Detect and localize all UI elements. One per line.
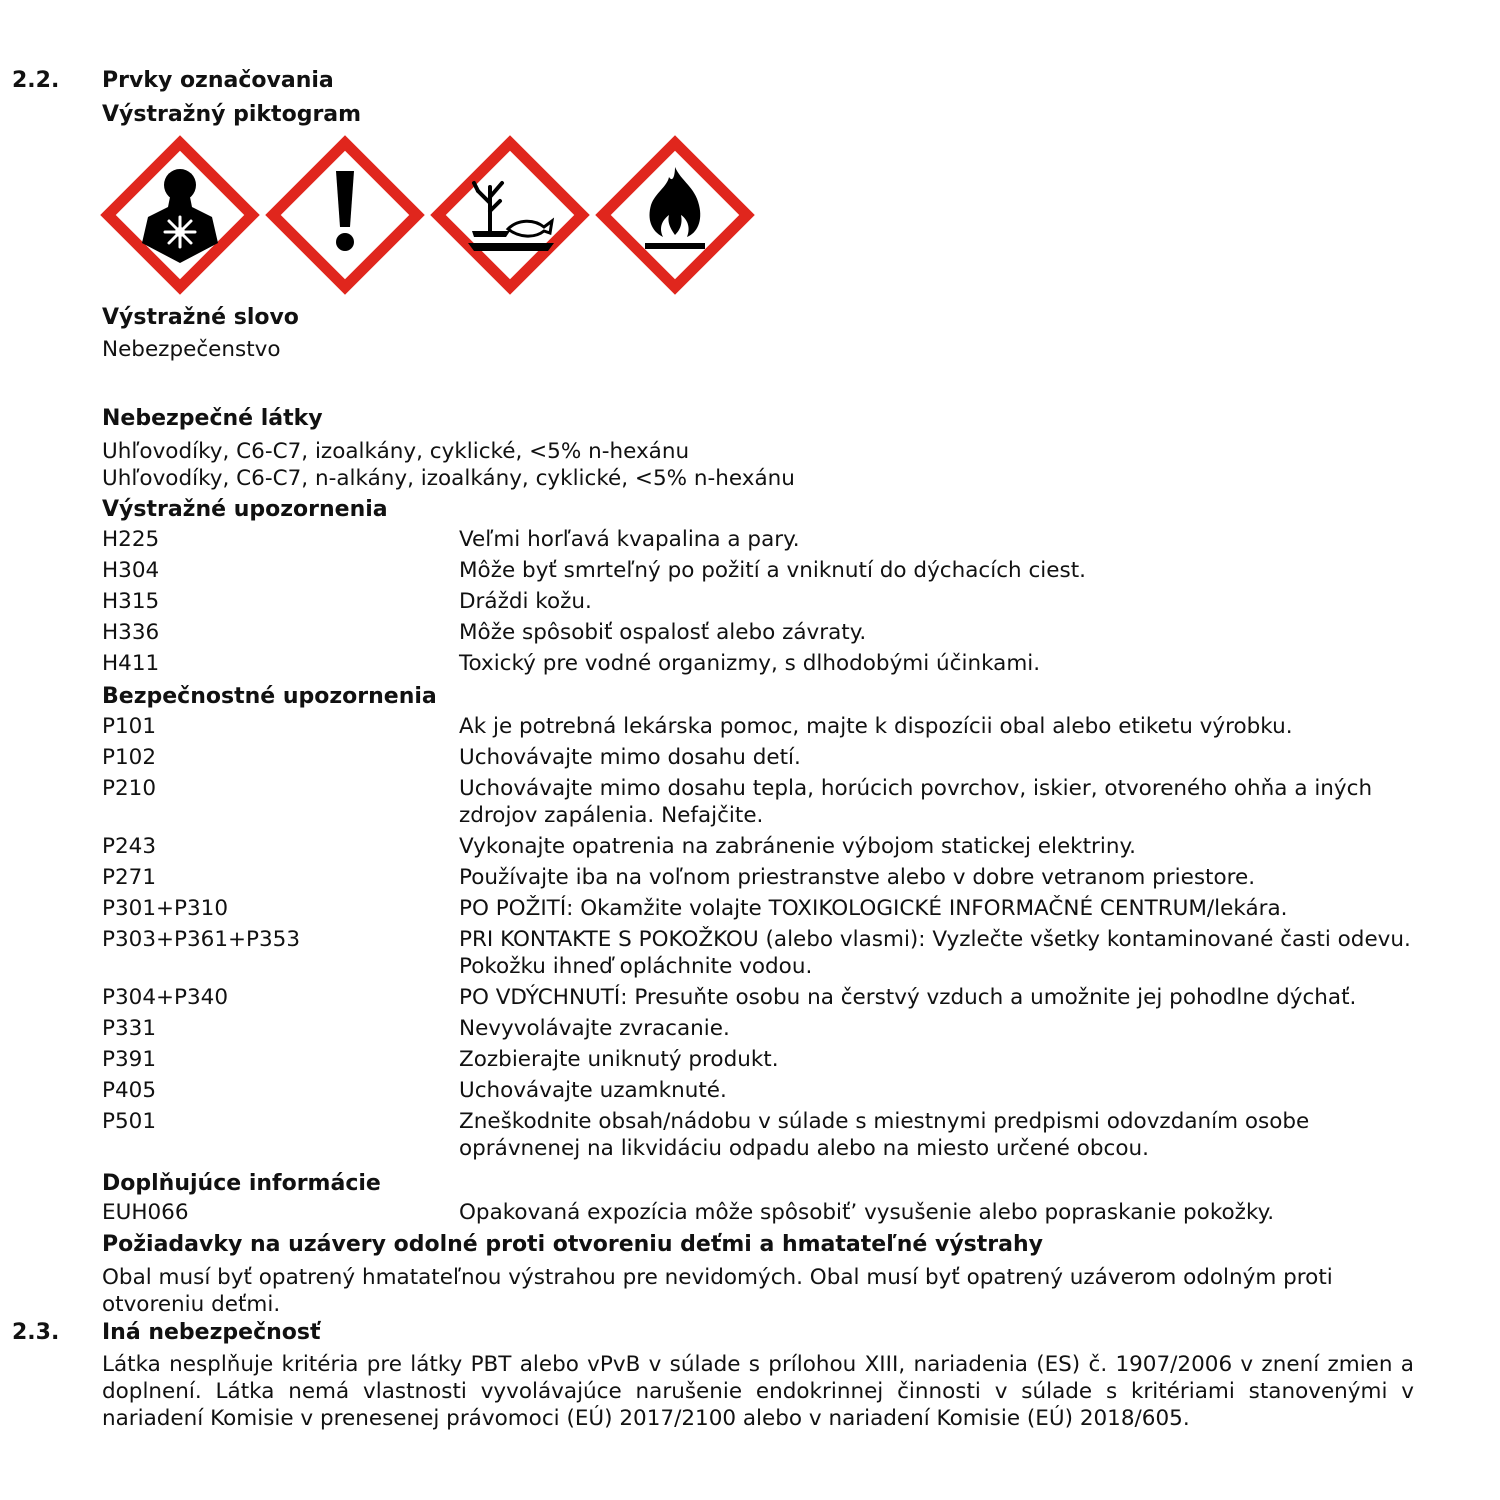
statement-code: P303+P361+P353 — [102, 927, 301, 952]
closures-heading: Požiadavky na uzávery odolné proti otvoreniu deťmi a hmatateľné výstrahy — [102, 1232, 1043, 1257]
statement-text: Veľmi horľavá kvapalina a pary. — [459, 527, 800, 552]
section-title-2-3: Iná nebezpečnosť — [102, 1320, 321, 1345]
statement-text: Toxický pre vodné organizmy, s dlhodobými účinkami. — [459, 651, 1041, 676]
statement-code: P405 — [102, 1078, 157, 1103]
statement-code: P501 — [102, 1109, 157, 1134]
statement-code: P243 — [102, 834, 157, 859]
statement-text: Dráždi kožu. — [459, 589, 592, 614]
substances-heading: Nebezpečné látky — [102, 406, 323, 431]
signal-word-heading: Výstražné slovo — [102, 305, 299, 330]
statement-code: EUH066 — [102, 1200, 189, 1225]
statement-text: PRI KONTAKTE S POKOŽKOU (alebo vlasmi): Vyzlečte všetky kontaminované časti odevu. Pokožku ihneď opláchnite vodou. — [459, 927, 1411, 979]
statement-code: P301+P310 — [102, 896, 229, 921]
substance-item: Uhľovodíky, C6-C7, izoalkány, cyklické, <5% n-hexánu — [102, 439, 690, 464]
statement-text: Nevyvolávajte zvracanie. — [459, 1016, 730, 1041]
statement-code: H304 — [102, 558, 160, 583]
exclamation-mark-icon — [265, 135, 425, 295]
statement-text: Uchovávajte uzamknuté. — [459, 1078, 727, 1103]
statement-text: Zneškodnite obsah/nádobu v súlade s miestnymi predpismi odovzdaním osobe oprávnenej na likvidáciu odpadu alebo na miesto určené obcou. — [459, 1109, 1310, 1161]
statement-text: Používajte iba na voľnom priestranstve alebo v dobre vetranom priestore. — [459, 865, 1256, 890]
section-title-2-2: Prvky označovania — [102, 68, 334, 93]
statement-text: Zozbierajte uniknutý produkt. — [459, 1047, 779, 1072]
health-hazard-icon — [100, 135, 260, 295]
ghs-pictograms — [100, 135, 760, 295]
statement-text: PO POŽITÍ: Okamžite volajte TOXIKOLOGICKÉ INFORMAČNÉ CENTRUM/lekára. — [459, 896, 1288, 921]
hazard-statements-heading: Výstražné upozornenia — [102, 497, 388, 522]
statement-text: Vykonajte opatrenia na zabránenie výbojom statickej elektriny. — [459, 834, 1136, 859]
section-number-2-2: 2.2. — [12, 68, 60, 93]
statement-code: P210 — [102, 776, 157, 801]
statement-code: P271 — [102, 865, 157, 890]
statement-text: Môže spôsobiť ospalosť alebo závraty. — [459, 620, 867, 645]
statement-code: H315 — [102, 589, 160, 614]
statement-code: H411 — [102, 651, 160, 676]
closures-text: Obal musí byť opatrený hmatateľnou výstrahou pre nevidomých. Obal musí byť opatrený uzáverom odolným proti otvoreniu deťmi. — [102, 1265, 1333, 1317]
flame-icon — [595, 135, 755, 295]
statement-code: H225 — [102, 527, 160, 552]
other-hazards-text: Látka nesplňuje kritéria pre látky PBT alebo vPvB v súlade s prílohou XIII, nariadenia (ES) č. 1907/2006 v znení zmien a doplnení. Látka nemá vlastnosti vyvolávajúce narušenie endokrinnej činnosti v súlade s kritériami stanovenými v nariadení Komisie v prenesenej právomoci (EÚ) 2017/2100 alebo v nariadení Komisie (EÚ) 2018/605. — [102, 1352, 1414, 1431]
statement-code: P101 — [102, 714, 157, 739]
statement-code: P391 — [102, 1047, 157, 1072]
pictogram-heading: Výstražný piktogram — [102, 102, 362, 127]
statement-text: Uchovávajte mimo dosahu detí. — [459, 745, 801, 770]
statement-code: P102 — [102, 745, 157, 770]
statement-text: Opakovaná expozícia môže spôsobiť’ vysušenie alebo popraskanie pokožky. — [459, 1200, 1275, 1225]
precautionary-statements-heading: Bezpečnostné upozornenia — [102, 684, 437, 709]
substance-item: Uhľovodíky, C6-C7, n-alkány, izoalkány, cyklické, <5% n-hexánu — [102, 466, 795, 491]
statement-text: PO VDÝCHNUTÍ: Presuňte osobu na čerstvý vzduch a umožnite jej pohodlne dýchať. — [459, 985, 1357, 1010]
statement-text: Môže byť smrteľný po požití a vniknutí do dýchacích ciest. — [459, 558, 1086, 583]
statement-code: P304+P340 — [102, 985, 229, 1010]
signal-word: Nebezpečenstvo — [102, 337, 281, 362]
supplemental-heading: Doplňujúce informácie — [102, 1171, 381, 1196]
statement-text: Ak je potrebná lekárska pomoc, majte k dispozícii obal alebo etiketu výrobku. — [459, 714, 1293, 739]
statement-code: P331 — [102, 1016, 157, 1041]
section-number-2-3: 2.3. — [12, 1320, 60, 1345]
statement-code: H336 — [102, 620, 160, 645]
environment-icon — [430, 135, 590, 295]
statement-text: Uchovávajte mimo dosahu tepla, horúcich povrchov, iskier, otvoreného ohňa a iných zdrojov zapálenia. Nefajčite. — [459, 776, 1373, 828]
